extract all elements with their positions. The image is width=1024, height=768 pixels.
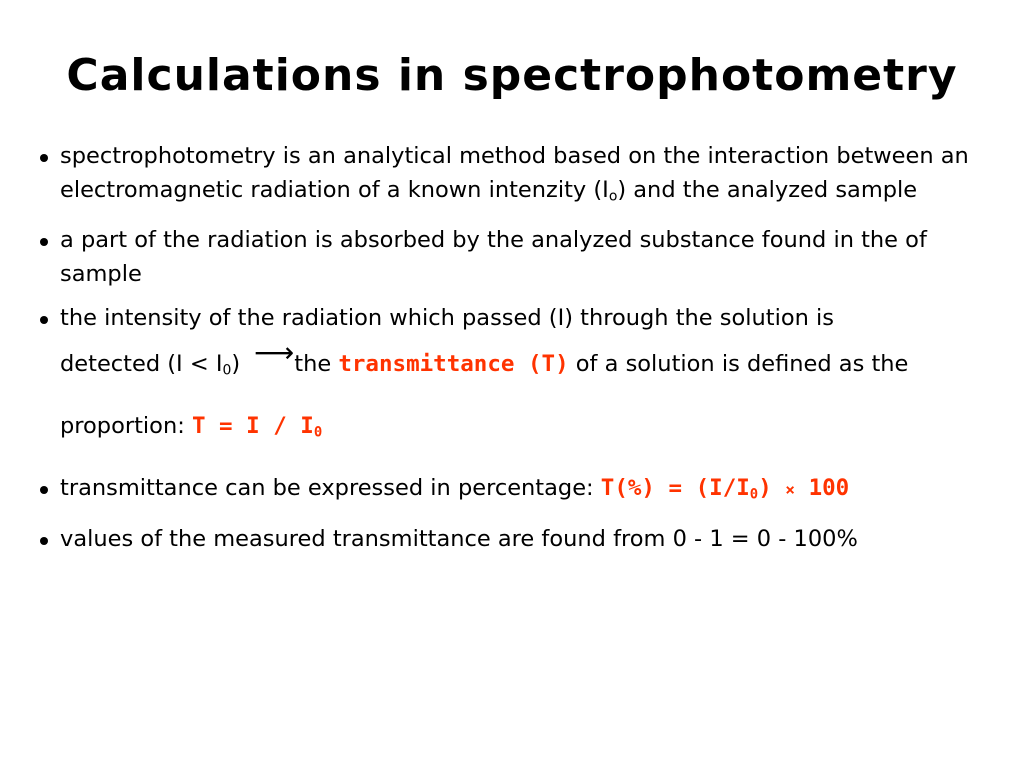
bullet-line <box>60 336 909 441</box>
bullet-item-range <box>38 523 1008 557</box>
formula-text: ) <box>758 474 772 501</box>
bullet-text: transmittance can be expressed in percentage: <box>60 474 601 501</box>
formula-text: T = I / I <box>191 413 314 440</box>
percentage-formula <box>601 475 849 501</box>
bullet-text: a part of the radiation is absorbed by the analyzed substance found in the of sample <box>60 227 927 287</box>
bullet-dot-icon <box>40 238 48 246</box>
bullet-item-absorption <box>38 224 1008 291</box>
bullet-dot-icon <box>40 537 48 545</box>
bullet-text: the <box>294 350 339 377</box>
subscript: o <box>608 187 618 204</box>
bullet-item-transmittance <box>38 302 1008 460</box>
bullet-text: ) and the analyzed sample <box>617 176 918 203</box>
bullet-dot-icon <box>40 486 48 494</box>
subscript: 0 <box>749 486 759 503</box>
right-arrow-icon: ⟶ <box>254 336 295 370</box>
bullet-text: detected (I < I <box>60 350 223 377</box>
bullet-text: ) <box>231 350 241 377</box>
slide-title: Calculations in spectrophotometry <box>66 50 958 101</box>
formula-text: T(%) = (I/I <box>600 474 750 501</box>
bullet-text: the intensity of the radiation which passed (I) through the solution is <box>60 305 834 332</box>
bullet-dot-icon <box>40 316 48 324</box>
bullet-text: values of the measured transmittance are found from 0 - 1 = 0 - 100% <box>60 525 858 552</box>
bullet-item-definition <box>38 140 1008 213</box>
bullet-text: spectrophotometry is an analytical method based on the interaction between an electromagnetic radiation of a known intenzity (I <box>60 143 969 203</box>
transmittance-formula <box>192 413 322 439</box>
bullet-item-percentage <box>38 472 1008 512</box>
multiply-sign: × <box>785 479 796 499</box>
subscript: 0 <box>222 362 232 379</box>
formula-text: 100 <box>808 474 850 501</box>
bullet-list <box>38 140 1008 567</box>
bullet-dot-icon <box>40 154 48 162</box>
subscript: 0 <box>313 424 323 441</box>
transmittance-term: transmittance (T) <box>338 350 569 377</box>
bullet-text: of a solution is defined as the proportion: <box>60 350 909 440</box>
